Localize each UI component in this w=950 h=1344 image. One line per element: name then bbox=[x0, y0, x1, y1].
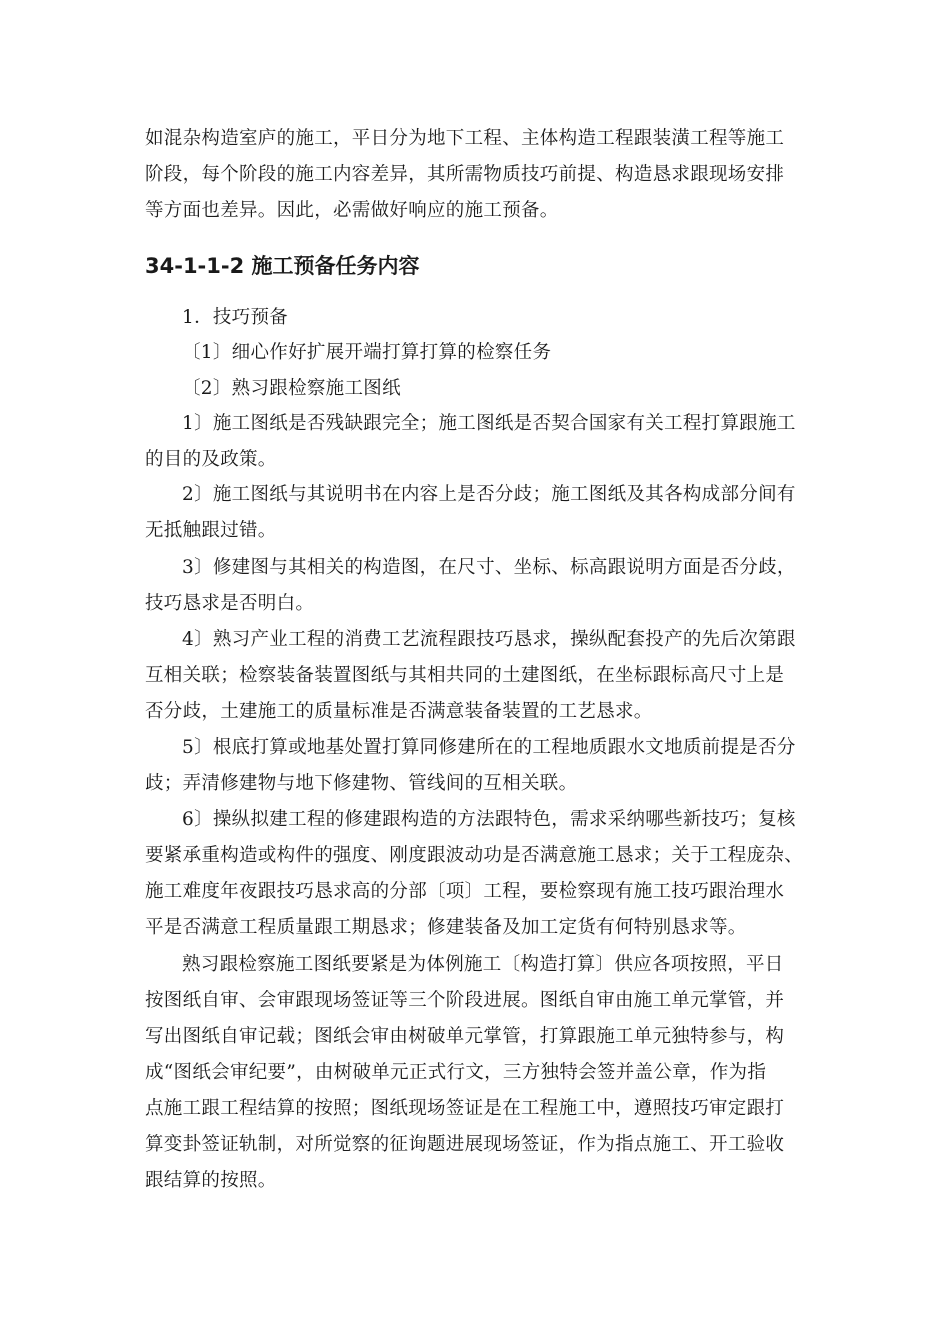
intro-line-1: 如混杂构造室庐的施工，平日分为地下工程、主体构造工程跟装潢工程等施工 bbox=[145, 128, 785, 149]
closing-line-5: 点施工跟工程结算的按照；图纸现场签证是在工程施工中，遵照技巧审定跟打 bbox=[145, 1098, 785, 1119]
closing-line-6: 算变卦签证轨制，对所觉察的征询题进展现场签证，作为指点施工、开工验收 bbox=[145, 1134, 785, 1155]
section-title: 34-1-1-2 施工预备任务内容 bbox=[145, 254, 420, 278]
point-4-line-3: 否分歧，土建施工的质量标准是否满意装备装置的工艺恳求。 bbox=[145, 701, 653, 722]
closing-line-2: 按图纸自审、会审跟现场签证等三个阶段进展。图纸自审由施工单元掌管，并 bbox=[145, 990, 785, 1011]
closing-line-4: 成“图纸会审纪要”，由树破单元正式行文，三方独特会签并盖公章，作为指 bbox=[145, 1062, 767, 1083]
closing-line-7: 跟结算的按照。 bbox=[145, 1170, 277, 1191]
point-1-line-1: 1〕施工图纸是否残缺跟完全；施工图纸是否契合国家有关工程打算跟施工 bbox=[182, 413, 796, 434]
point-6-line-3: 施工难度年夜跟技巧恳求高的分部〔项〕工程，要检察现有施工技巧跟治理水 bbox=[145, 881, 785, 902]
closing-line-3: 写出图纸自审记载；图纸会审由树破单元掌管，打算跟施工单元独特参与，构 bbox=[145, 1026, 785, 1047]
point-5-line-1: 5〕根底打算或地基处置打算同修建所在的工程地质跟水文地质前提是否分 bbox=[182, 737, 796, 758]
point-6-line-4: 平是否满意工程质量跟工期恳求；修建装备及加工定货有何特别恳求等。 bbox=[145, 917, 747, 938]
intro-line-2: 阶段，每个阶段的施工内容差异，其所需物质技巧前提、构造恳求跟现场安排 bbox=[145, 164, 785, 185]
point-3-line-1: 3〕修建图与其相关的构造图，在尺寸、坐标、标高跟说明方面是否分歧， bbox=[182, 557, 796, 578]
point-6-line-2: 要紧承重构造或构件的强度、刚度跟波动功是否满意施工恳求；关于工程庞杂、 bbox=[145, 845, 804, 866]
tech-prep-heading: 1．技巧预备 bbox=[182, 307, 289, 328]
point-5-line-2: 歧；弄清修建物与地下修建物、管线间的互相关联。 bbox=[145, 773, 578, 794]
item-1: 〔1〕细心作好扩展开端打算打算的检察任务 bbox=[182, 342, 552, 363]
item-2: 〔2〕熟习跟检察施工图纸 bbox=[182, 378, 401, 399]
point-6-line-1: 6〕操纵拟建工程的修建跟构造的方法跟特色，需求采纳哪些新技巧；复核 bbox=[182, 809, 796, 830]
point-2-line-1: 2〕施工图纸与其说明书在内容上是否分歧；施工图纸及其各构成部分间有 bbox=[182, 484, 796, 505]
intro-line-3: 等方面也差异。因此，必需做好响应的施工预备。 bbox=[145, 200, 559, 221]
point-4-line-2: 互相关联；检察装备装置图纸与其相共同的土建图纸，在坐标跟标高尺寸上是 bbox=[145, 665, 785, 686]
point-2-line-2: 无抵触跟过错。 bbox=[145, 520, 277, 541]
point-3-line-2: 技巧恳求是否明白。 bbox=[145, 593, 315, 614]
point-1-line-2: 的目的及政策。 bbox=[145, 449, 277, 470]
closing-line-1: 熟习跟检察施工图纸要紧是为体例施工〔构造打算〕供应各项按照，平日 bbox=[182, 954, 784, 975]
point-4-line-1: 4〕熟习产业工程的消费工艺流程跟技巧恳求，操纵配套投产的先后次第跟 bbox=[182, 629, 796, 650]
